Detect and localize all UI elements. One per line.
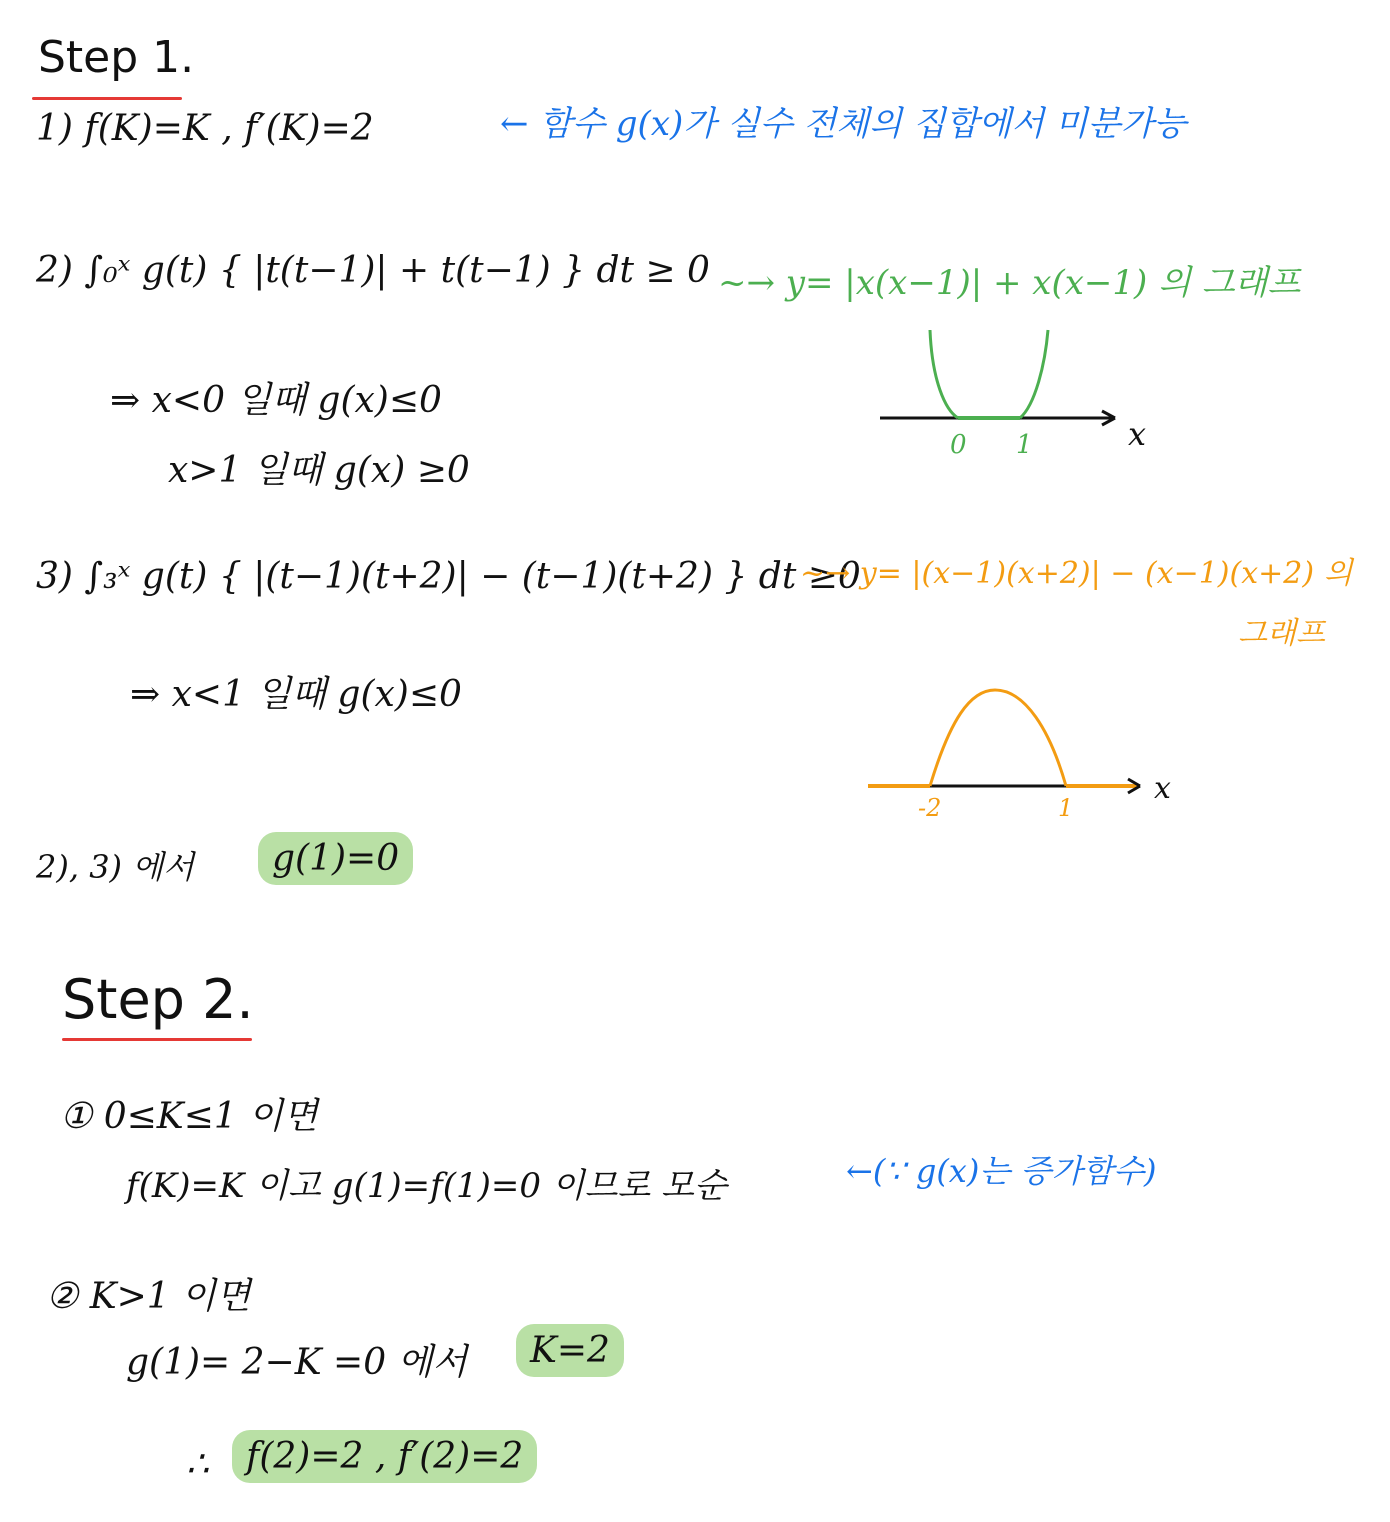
step2-case2-box: K=2 — [516, 1324, 624, 1377]
step1-line2: 2) ∫₀ˣ g(t) { |t(t−1)| + t(t−1) } dt ≥ 0 — [36, 250, 710, 291]
graph-orange — [860, 680, 1200, 830]
graph1-right-branch — [1020, 330, 1048, 418]
step1-line1: 1) f(K)=K , f′(K)=2 — [36, 108, 374, 149]
graph2-arch — [930, 690, 1066, 786]
step2-underline — [62, 1038, 252, 1041]
step1-title: Step 1. — [38, 32, 195, 83]
step1-underline — [32, 97, 182, 100]
step2-case1-body: f(K)=K 이고 g(1)=f(1)=0 이므로 모순 — [126, 1166, 727, 1206]
step2-case1-head: ① 0≤K≤1 이면 — [60, 1096, 318, 1137]
therefore-symbol: ∴ — [186, 1444, 209, 1485]
graph2-axis-label: x — [1154, 771, 1171, 806]
step1-line2-case2: x>1 일때 g(x) ≥0 — [168, 450, 470, 491]
step1-line3-case1: ⇒ x<1 일때 g(x)≤0 — [130, 674, 462, 715]
graph2-tick-neg2: -2 — [918, 794, 942, 822]
step2-case1-note: ←(∵ g(x)는 증가함수) — [846, 1152, 1157, 1190]
step2-title: Step 2. — [62, 968, 254, 1031]
step2-case2-head: ② K>1 이면 — [46, 1276, 251, 1317]
final-answer-box: f(2)=2 , f′(2)=2 — [232, 1430, 537, 1483]
step1-line1-note: ← 함수 g(x)가 실수 전체의 집합에서 미분가능 — [500, 104, 1187, 144]
graph2-tick-1: 1 — [1058, 794, 1074, 822]
step1-line3-note-graph: 그래프 — [1238, 616, 1325, 651]
step1-line3-note: ~→ y= |(x−1)(x+2)| − (x−1)(x+2) 의 — [800, 556, 1353, 591]
step1-conclusion-from: 2), 3) 에서 — [36, 848, 195, 886]
step1-line2-note: ~→ y= |x(x−1)| + x(x−1) 의 그래프 — [718, 263, 1301, 303]
graph1-tick-1: 1 — [1016, 430, 1033, 460]
step1-line3: 3) ∫₃ˣ g(t) { |(t−1)(t+2)| − (t−1)(t+2) } dt ≥0 — [36, 556, 861, 597]
graph1-left-branch — [930, 330, 958, 418]
graph-green — [870, 320, 1170, 470]
step1-line2-case1: ⇒ x<0 일때 g(x)≤0 — [110, 380, 442, 421]
step2-case2-body: g(1)= 2−K =0 에서 — [126, 1342, 468, 1383]
graph1-axis-label: x — [1128, 415, 1147, 453]
graph1-tick-0: 0 — [950, 430, 967, 460]
step1-conclusion-box: g(1)=0 — [258, 832, 413, 885]
